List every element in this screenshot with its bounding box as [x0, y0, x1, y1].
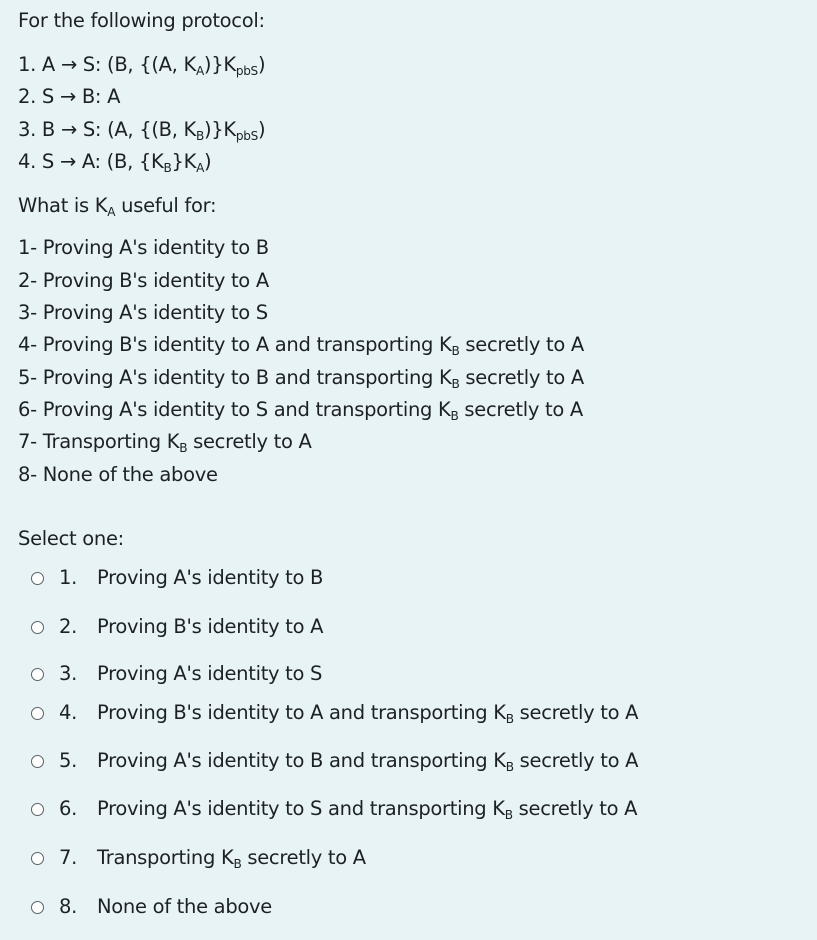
- radio-button[interactable]: [31, 621, 44, 634]
- answer-option-3[interactable]: [28, 661, 322, 687]
- answer-option-1[interactable]: [28, 565, 323, 591]
- answer-option-7[interactable]: [28, 845, 366, 871]
- choice-text: 6- Proving A's identity to S and transporting $K_B$ secretly to A: [18, 398, 583, 424]
- option-label: Proving A's identity to B and transporting $K_B$ secretly to A: [97, 749, 639, 775]
- choice-text: 3- Proving A's identity to S: [18, 301, 268, 324]
- option-label: None of the above: [97, 895, 272, 918]
- radio-button[interactable]: [31, 803, 44, 816]
- choice-text: 8- None of the above: [18, 463, 218, 486]
- answer-option-4[interactable]: [28, 700, 638, 726]
- option-number: 4.: [59, 701, 78, 724]
- option-number: 6.: [59, 797, 78, 820]
- choice-text: 5- Proving A's identity to B and transporting $K_B$ secretly to A: [18, 366, 584, 392]
- radio-button[interactable]: [31, 668, 44, 681]
- protocol-step: 4. S → A: (B, $\{K_B\}K_A$): [18, 150, 212, 176]
- option-number: 7.: [59, 846, 78, 869]
- choice-text: 2- Proving B's identity to A: [18, 269, 269, 292]
- choice-text: 1- Proving A's identity to B: [18, 236, 269, 259]
- radio-button[interactable]: [31, 572, 44, 585]
- choice-text: 4- Proving B's identity to A and transporting $K_B$ secretly to A: [18, 333, 584, 359]
- option-label: Proving B's identity to A: [97, 615, 324, 638]
- protocol-step: 3. B → S: (A, {(B, $K_B)\}K_{pbS}$): [18, 118, 266, 144]
- answer-option-2[interactable]: [28, 614, 323, 640]
- question-intro: For the following protocol:: [18, 9, 265, 32]
- radio-button[interactable]: [31, 852, 44, 865]
- option-number: 8.: [59, 895, 78, 918]
- option-number: 2.: [59, 615, 78, 638]
- option-label: Proving A's identity to S and transporting $K_B$ secretly to A: [97, 797, 638, 823]
- radio-button[interactable]: [31, 755, 44, 768]
- protocol-step: 2. S → B: A: [18, 85, 121, 108]
- protocol-step: 1. A → S: (B, {(A, $K_A)\}K_{pbS}$): [18, 53, 266, 79]
- option-label: Proving A's identity to S: [97, 662, 323, 685]
- choice-text: 7- Transporting $K_B$ secretly to A: [18, 430, 312, 456]
- answer-option-5[interactable]: [28, 748, 638, 774]
- answer-option-8[interactable]: [28, 894, 272, 920]
- option-label: Proving A's identity to B: [97, 566, 324, 589]
- option-number: 1.: [59, 566, 78, 589]
- question-prompt: What is $K_A$ useful for:: [18, 194, 217, 220]
- option-label: Proving B's identity to A and transporting $K_B$ secretly to A: [97, 701, 639, 727]
- option-number: 3.: [59, 662, 78, 685]
- option-number: 5.: [59, 749, 78, 772]
- select-one-label: Select one:: [18, 527, 124, 550]
- radio-button[interactable]: [31, 901, 44, 914]
- answer-option-6[interactable]: [28, 796, 637, 822]
- option-label: Transporting $K_B$ secretly to A: [97, 846, 366, 872]
- radio-button[interactable]: [31, 707, 44, 720]
